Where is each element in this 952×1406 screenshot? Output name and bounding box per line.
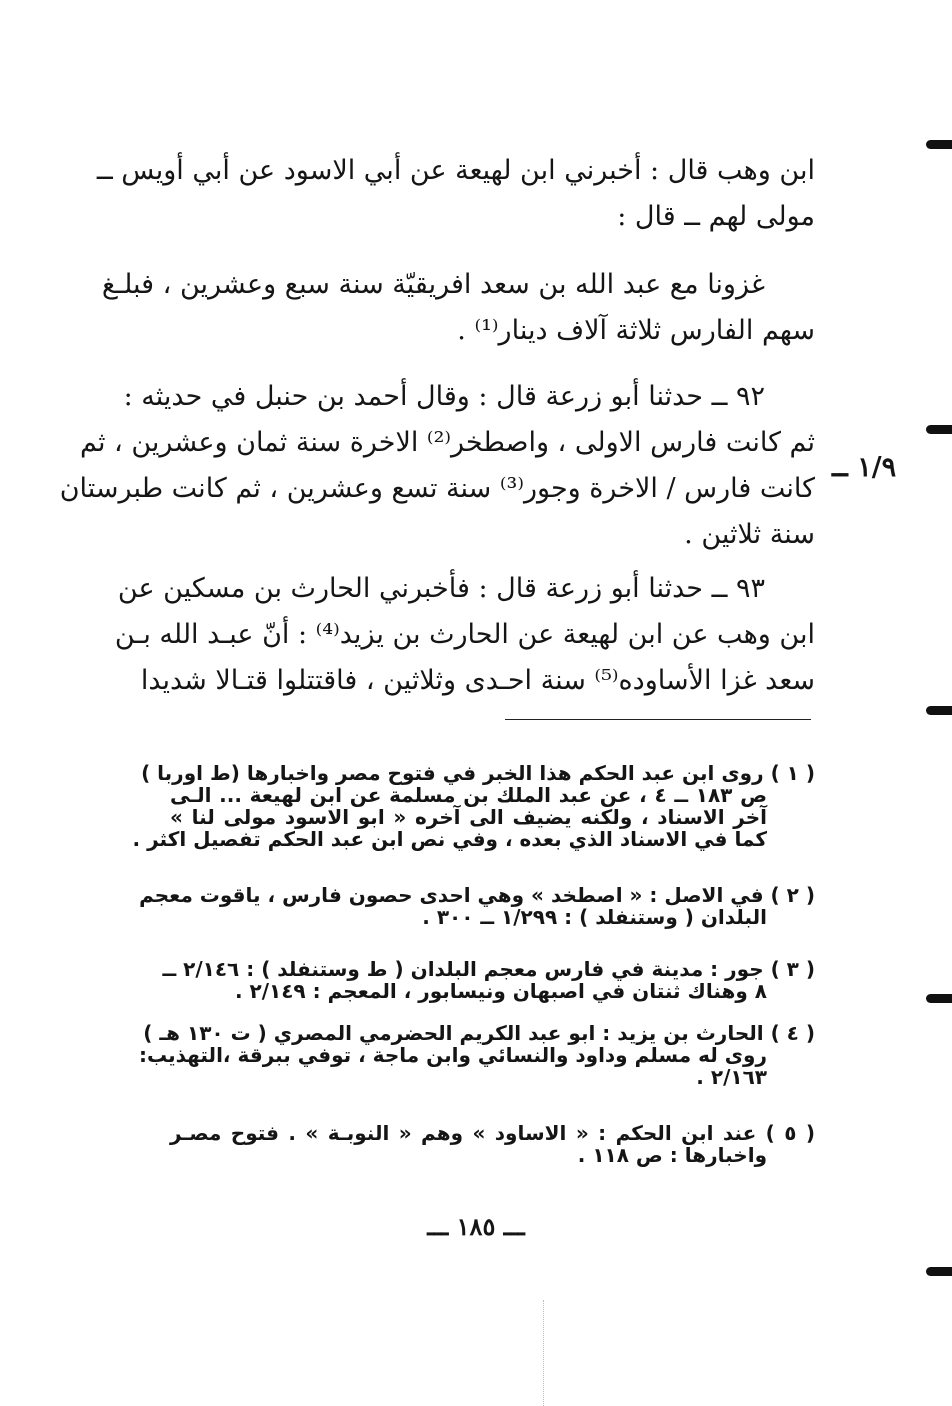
footnote-3 <box>162 957 815 1003</box>
page-number: ـــ ١٨٥ ـــ <box>427 1212 525 1241</box>
scan-edge-mark <box>926 425 952 434</box>
scan-edge-mark <box>926 706 952 715</box>
text-line: ابن وهب قال : أخبرني ابن لهيعة عن أبي الاسود عن أبي أويس ــ <box>96 155 815 186</box>
text-line: ٩٣ ــ حدثنا أبو زرعة قال : فأخبرني الحارث بن مسكين عن <box>117 573 765 604</box>
text-line: سنة ثلاثين . <box>684 519 815 550</box>
footnote-line: ( ٢ ) في الاصل : « اصطخد » وهي احدى حصون فارس ، ياقوت معجم <box>139 883 815 907</box>
scan-edge-mark <box>926 994 952 1003</box>
footnote-line: كما في الاسناد الذي بعده ، وفي نص ابن عبد الحكم تفصيل اكثر . <box>132 827 767 851</box>
footnote-line: روى له مسلم وداود والنسائي وابن ماجة ، توفي ببرقة ،التهذيب: <box>138 1043 767 1067</box>
text-line: مولى لهم ــ قال : <box>617 201 815 232</box>
paragraph-report <box>101 262 815 354</box>
footnote-divider <box>505 719 811 720</box>
text-line: سهم الفارس ثلاثة آلاف دينار⁽¹⁾ . <box>457 315 815 346</box>
text-line: ابن وهب عن ابن لهيعة عن الحارث بن يزيد⁽⁴⁾ : أنّ عبـد الله بـن <box>114 619 815 650</box>
scan-edge-mark <box>926 1267 952 1276</box>
text-line: سعد غزا الأساوده⁽⁵⁾ سنة احـدى وثلاثين ، فاقتتلوا قتـالا شديدا <box>140 665 815 696</box>
scan-edge-mark <box>926 140 952 149</box>
paragraph-93 <box>114 566 815 704</box>
text-line: غزونا مع عبد الله بن سعد افريقيّة سنة سبع وعشرين ، فبلـغ <box>101 269 765 300</box>
text-line: ٩٢ ــ حدثنا أبو زرعة قال : وقال أحمد بن حنبل في حديثه : <box>123 381 765 412</box>
footnote-line: واخبارها : ص ١١٨ . <box>577 1143 767 1167</box>
footnote-4 <box>138 1021 815 1089</box>
footnote-line: آخر الاسناد ، ولكنه يضيف الى آخره « ابو الاسود مولى لنا » <box>170 805 767 829</box>
footnote-line: ٨ وهناك ثنتان في اصبهان ونيسابور ، المعجم : ٢/١٤٩ . <box>234 979 767 1003</box>
footnote-line: ص ١٨٣ ــ ٤ ، عن عبد الملك بن مسلمة عن ابن لهيعة ... الـى <box>170 783 767 807</box>
paragraph-isnad <box>96 148 815 240</box>
footnote-5 <box>170 1122 815 1166</box>
footnote-line: ( ٣ ) جور : مدينة في فارس معجم البلدان ( ط وستنفلد ) : ٢/١٤٦ ــ <box>162 957 815 981</box>
binding-gutter-line <box>543 1300 544 1406</box>
footnote-1 <box>132 761 815 851</box>
footnote-line: ٢/١٦٣ . <box>696 1065 767 1089</box>
text-line: ثم كانت فارس الاولى ، واصطخر⁽²⁾ الاخرة سنة ثمان وعشرين ، ثم <box>79 427 815 458</box>
text-line: كانت فارس / الاخرة وجور⁽³⁾ سنة تسع وعشرين ، ثم كانت طبرستان <box>59 473 815 504</box>
manuscript-folio-marker: ١/٩ ــ <box>832 452 897 483</box>
footnote-line: ( ١ ) روى ابن عبد الحكم هذا الخبر في فتوح مصر واخبارها (ط اوربا ) <box>141 761 815 785</box>
footnote-line: ( ٥ ) عند ابن الحكم : « الاساود » وهم « النوبـة » . فتوح مصـر <box>170 1121 815 1145</box>
footnote-line: البلدان ( وستنفلد ) : ١/٢٩٩ ــ ٣٠٠ . <box>422 905 767 929</box>
paragraph-92 <box>59 374 815 558</box>
footnote-2 <box>139 883 815 929</box>
footnote-line: ( ٤ ) الحارث بن يزيد : ابو عبد الكريم الحضرمي المصري ( ت ١٣٠ هـ ) <box>143 1021 815 1045</box>
